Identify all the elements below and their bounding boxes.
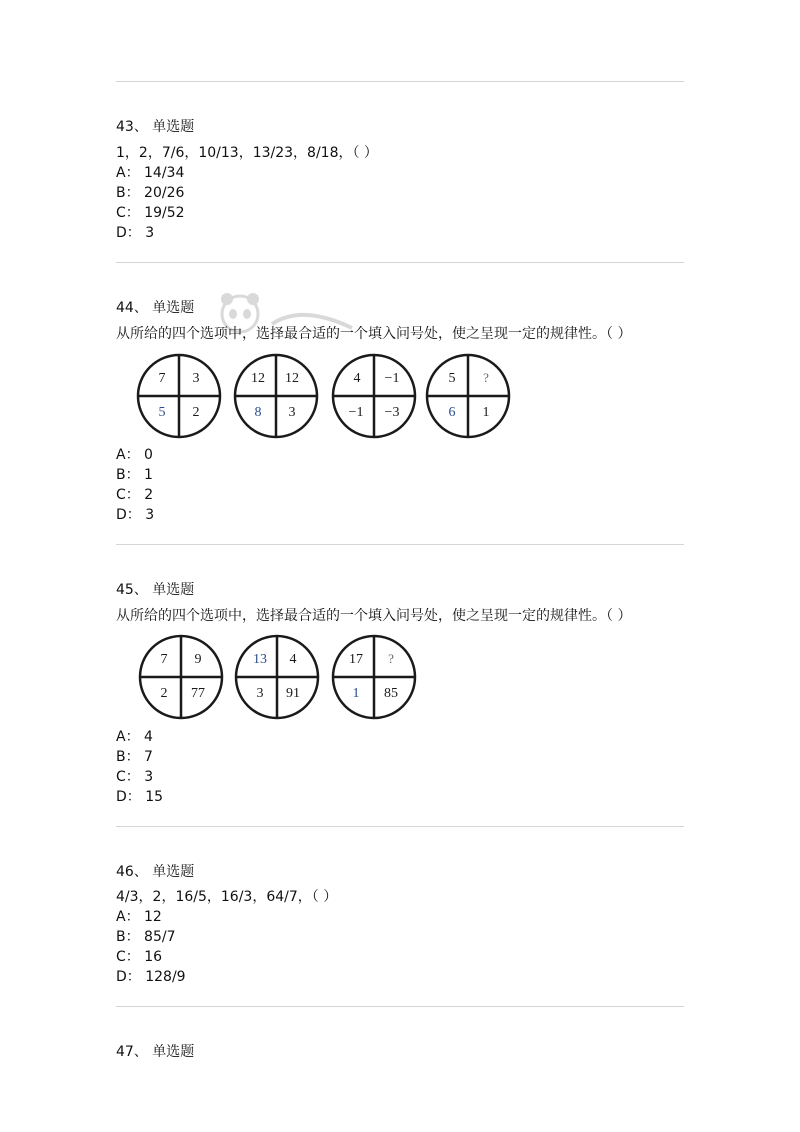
circle-value: 2	[160, 686, 168, 701]
circle-value: 17	[349, 652, 363, 667]
question-stem: 从所给的四个选项中，选择最合适的一个填入问号处，使之呈现一定的规律性。（ ）	[116, 326, 632, 342]
circle-value: 5	[448, 371, 456, 386]
question-header: 47、 单选题	[116, 1044, 195, 1060]
option-b: B： 1	[116, 467, 153, 483]
circle-value: 3	[192, 371, 200, 386]
option-a: A： 0	[116, 447, 153, 463]
circle-value: 4	[353, 371, 361, 386]
option-c: C： 2	[116, 487, 154, 503]
circle-puzzle-figure	[116, 632, 426, 722]
circle-value: 5	[158, 405, 166, 420]
separator	[116, 262, 684, 263]
separator	[116, 544, 684, 545]
circle-puzzle-figure	[116, 350, 516, 440]
circle-value: 13	[253, 652, 267, 667]
circle-value: 3	[256, 686, 264, 701]
option-b: B： 7	[116, 749, 153, 765]
circle-value: 12	[251, 371, 265, 386]
question-header: 43、 单选题	[116, 119, 195, 135]
circle-value: −3	[384, 405, 400, 420]
circle-value: 4	[289, 652, 297, 667]
option-b: B： 85/7	[116, 929, 176, 945]
question-header: 45、 单选题	[116, 582, 195, 598]
circle-value: 85	[384, 686, 398, 701]
question-stem: 4/3，2，16/5，16/3，64/7，（ ）	[116, 889, 338, 905]
circle-value: 2	[192, 405, 200, 420]
circle-value: 9	[194, 652, 202, 667]
puzzle-circle-3	[333, 355, 415, 437]
option-a: A： 14/34	[116, 165, 185, 181]
option-c: C： 19/52	[116, 205, 185, 221]
option-d: D： 15	[116, 789, 164, 805]
circle-value: 77	[191, 686, 205, 701]
separator	[116, 81, 684, 82]
circle-value: −1	[384, 371, 400, 386]
puzzle-circle-1	[140, 636, 222, 718]
option-c: C： 16	[116, 949, 163, 965]
puzzle-circle-3	[333, 636, 415, 718]
puzzle-circle-2	[236, 636, 318, 718]
circle-value: 1	[482, 405, 490, 420]
circle-value: −1	[348, 405, 364, 420]
question-header: 44、 单选题	[116, 300, 195, 316]
option-a: A： 12	[116, 909, 162, 925]
puzzle-circle-1	[138, 355, 220, 437]
question-stem: 1，2，7/6，10/13，13/23，8/18，（ ）	[116, 145, 378, 161]
circle-value: 6	[448, 405, 456, 420]
circle-value: 7	[158, 371, 166, 386]
circle-value: 7	[160, 652, 168, 667]
circle-value: 12	[285, 371, 299, 386]
circle-value: ?	[388, 651, 394, 666]
separator	[116, 1006, 684, 1007]
circle-value: 1	[352, 686, 360, 701]
question-stem: 从所给的四个选项中，选择最合适的一个填入问号处，使之呈现一定的规律性。（ ）	[116, 608, 632, 624]
option-d: D： 3	[116, 507, 155, 523]
option-d: D： 128/9	[116, 969, 186, 985]
option-b: B： 20/26	[116, 185, 185, 201]
circle-value: ?	[483, 370, 489, 385]
option-c: C： 3	[116, 769, 154, 785]
circle-value: 8	[254, 405, 262, 420]
puzzle-circle-2	[235, 355, 317, 437]
option-d: D： 3	[116, 225, 155, 241]
separator	[116, 826, 684, 827]
question-header: 46、 单选题	[116, 864, 195, 880]
puzzle-circle-4	[427, 355, 509, 437]
circle-value: 3	[288, 405, 296, 420]
circle-value: 91	[286, 686, 300, 701]
option-a: A： 4	[116, 729, 153, 745]
